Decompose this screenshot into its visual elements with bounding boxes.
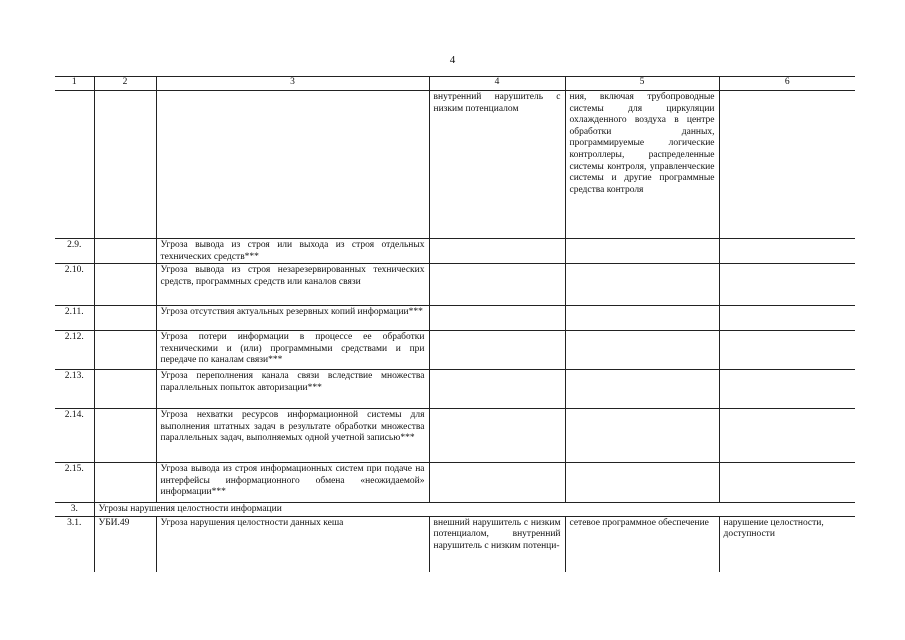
column-header: 4 bbox=[429, 77, 565, 91]
table-cell bbox=[719, 91, 855, 239]
table-cell bbox=[429, 264, 565, 306]
violator-cell: внутренний нарушитель с низким потенциалом bbox=[429, 91, 565, 239]
consequence-cell: нарушение целостности, доступности bbox=[719, 516, 855, 572]
row-number: 2.13. bbox=[55, 370, 94, 409]
threat-description: Угроза переполнения канала связи вследствие множества параллельных попыток авторизации*** bbox=[156, 370, 429, 409]
table-row bbox=[55, 516, 855, 572]
table-cell bbox=[565, 409, 719, 463]
table-row bbox=[55, 239, 855, 264]
table-row bbox=[55, 409, 855, 463]
table-cell bbox=[565, 370, 719, 409]
row-number: 3.1. bbox=[67, 517, 82, 528]
table-cell bbox=[565, 331, 719, 370]
continuation-row bbox=[55, 91, 855, 239]
column-header: 6 bbox=[719, 77, 855, 91]
table-cell bbox=[719, 370, 855, 409]
table-cell bbox=[429, 331, 565, 370]
table-cell bbox=[156, 91, 429, 239]
table-row bbox=[55, 463, 855, 503]
threat-table bbox=[55, 76, 855, 572]
page-number: 4 bbox=[449, 54, 456, 66]
table-cell bbox=[55, 91, 94, 239]
table-cell bbox=[719, 306, 855, 331]
table-cell bbox=[719, 239, 855, 264]
table-row bbox=[55, 331, 855, 370]
table-cell bbox=[719, 463, 855, 503]
object-cell: ния, включая трубопроводные системы для циркуляции охлажденного воздуха в центре обработки данных, программируемые логические контроллеры, распределенные системы контроля, управленческие системы и другие программные средства контроля bbox=[565, 91, 719, 239]
row-number: 2.12. bbox=[55, 331, 94, 370]
table-cell bbox=[565, 264, 719, 306]
table-row bbox=[55, 264, 855, 306]
threat-description: Угроза нарушения целостности данных кеша bbox=[156, 516, 429, 572]
threat-description: Угроза вывода из строя незарезервированных технических средств, программных средств или каналов связи bbox=[156, 264, 429, 306]
table-cell bbox=[565, 463, 719, 503]
table-cell bbox=[565, 306, 719, 331]
row-number: 2.10. bbox=[55, 264, 94, 306]
column-header: 1 bbox=[55, 77, 94, 91]
threat-description: Угроза нехватки ресурсов информационной системы для выполнения штатных задач в результате обработки множества параллельных задач, выполняемых одной учетной записью*** bbox=[156, 409, 429, 463]
column-header: 5 bbox=[565, 77, 719, 91]
table-cell bbox=[429, 463, 565, 503]
table-cell bbox=[94, 91, 156, 239]
section-row bbox=[55, 503, 855, 517]
threat-description: Угроза потери информации в процессе ее обработки техническими и (или) программными средствами и при передаче по каналам связи*** bbox=[156, 331, 429, 370]
table-row bbox=[55, 370, 855, 409]
row-number: 2.9. bbox=[55, 239, 94, 264]
table-cell bbox=[94, 239, 156, 264]
table-cell bbox=[429, 239, 565, 264]
section-number: 3. bbox=[55, 503, 94, 517]
object-cell: сетевое программное обеспечение bbox=[565, 516, 719, 572]
row-number: 2.14. bbox=[55, 409, 94, 463]
section-title: Угрозы нарушения целостности информации bbox=[94, 503, 855, 517]
table-cell bbox=[94, 331, 156, 370]
threat-code: УБИ.49 bbox=[94, 516, 156, 572]
column-header: 2 bbox=[94, 77, 156, 91]
table-cell bbox=[94, 306, 156, 331]
threat-description: Угроза вывода из строя или выхода из строя отдельных технических средств*** bbox=[156, 239, 429, 264]
table-cell bbox=[719, 264, 855, 306]
row-number: 2.11. bbox=[55, 306, 94, 331]
violator-cell: внешний нарушитель с низким потенциалом, внутренний нарушитель с низким потенци- bbox=[429, 516, 565, 572]
table-cell bbox=[94, 370, 156, 409]
threat-description: Угроза отсутствия актуальных резервных копий информации*** bbox=[156, 306, 429, 331]
table-row bbox=[55, 306, 855, 331]
column-header-row bbox=[55, 77, 855, 91]
table-cell bbox=[429, 370, 565, 409]
table-cell bbox=[94, 463, 156, 503]
table-cell bbox=[94, 409, 156, 463]
row-number: 2.15. bbox=[55, 463, 94, 503]
table-cell bbox=[719, 409, 855, 463]
threat-description: Угроза вывода из строя информационных систем при подаче на интерфейсы информационного обмена «неожидаемой» информации*** bbox=[156, 463, 429, 503]
table-cell bbox=[565, 239, 719, 264]
table-cell bbox=[429, 306, 565, 331]
column-header: 3 bbox=[156, 77, 429, 91]
table-cell bbox=[719, 331, 855, 370]
table-cell bbox=[94, 264, 156, 306]
table-cell bbox=[429, 409, 565, 463]
